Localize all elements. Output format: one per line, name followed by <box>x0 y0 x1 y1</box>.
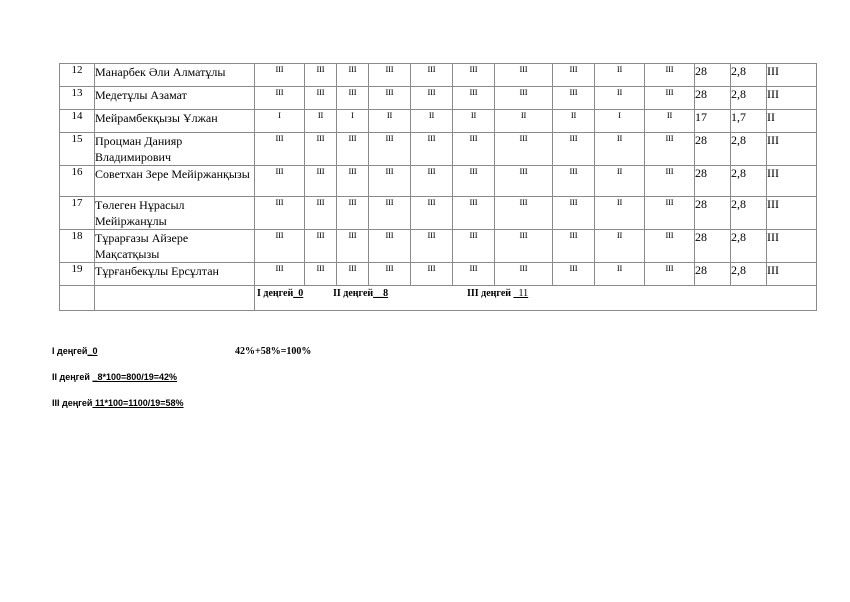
criterion-level: II <box>411 110 453 133</box>
final-level: III <box>767 230 817 263</box>
criterion-level: III <box>369 64 411 87</box>
criterion-level: III <box>337 197 369 230</box>
criterion-level: III <box>369 133 411 166</box>
criterion-level: III <box>553 230 595 263</box>
criterion-level: III <box>495 64 553 87</box>
total-score: 28 <box>695 87 731 110</box>
total-score: 28 <box>695 263 731 286</box>
criterion-level: II <box>595 166 645 197</box>
criterion-level: III <box>645 166 695 197</box>
criterion-level: III <box>553 166 595 197</box>
criterion-level: III <box>305 263 337 286</box>
criterion-level: III <box>553 87 595 110</box>
summary-cell <box>255 286 817 311</box>
criterion-level: II <box>595 87 645 110</box>
row-number: 16 <box>60 166 95 197</box>
criterion-level: III <box>453 166 495 197</box>
criterion-level: III <box>305 230 337 263</box>
criterion-level: III <box>305 197 337 230</box>
criterion-level: II <box>595 133 645 166</box>
criterion-level: II <box>595 197 645 230</box>
results-table <box>59 63 817 311</box>
final-level: III <box>767 197 817 230</box>
criterion-level: III <box>645 133 695 166</box>
summary-level-1: І деңгей_0 <box>257 288 304 299</box>
criterion-level: III <box>453 64 495 87</box>
total-score: 17 <box>695 110 731 133</box>
criterion-level: III <box>305 87 337 110</box>
criterion-level: III <box>645 263 695 286</box>
row-number: 14 <box>60 110 95 133</box>
criterion-level: III <box>255 197 305 230</box>
criterion-level: III <box>305 133 337 166</box>
table-row <box>60 133 817 166</box>
criterion-level: III <box>453 133 495 166</box>
total-score: 28 <box>695 230 731 263</box>
average-score: 2,8 <box>731 166 767 197</box>
criterion-level: III <box>453 87 495 110</box>
criterion-level: III <box>337 166 369 197</box>
summary-level-2: ІІ деңгей__8 <box>333 288 389 299</box>
criterion-level: III <box>337 230 369 263</box>
table-row <box>60 230 817 263</box>
criterion-level: III <box>337 87 369 110</box>
criterion-level: III <box>369 197 411 230</box>
total-score: 28 <box>695 166 731 197</box>
criterion-level: III <box>369 87 411 110</box>
final-level: III <box>767 64 817 87</box>
row-number: 19 <box>60 263 95 286</box>
final-level: III <box>767 263 817 286</box>
criterion-level: III <box>645 197 695 230</box>
criterion-level: III <box>337 133 369 166</box>
row-number: 15 <box>60 133 95 166</box>
note-level-2: II деңгей _8*100=800/19=42% <box>52 372 178 382</box>
criterion-level: III <box>453 230 495 263</box>
final-level: III <box>767 87 817 110</box>
criterion-level: III <box>369 166 411 197</box>
average-score: 2,8 <box>731 263 767 286</box>
criterion-level: III <box>411 64 453 87</box>
row-number: 13 <box>60 87 95 110</box>
criterion-level: III <box>369 230 411 263</box>
table-row <box>60 166 817 197</box>
criterion-level: III <box>369 263 411 286</box>
average-score: 2,8 <box>731 230 767 263</box>
criterion-level: III <box>553 133 595 166</box>
criterion-level: III <box>495 197 553 230</box>
criterion-level: III <box>495 230 553 263</box>
criterion-level: III <box>305 166 337 197</box>
total-score: 28 <box>695 64 731 87</box>
criterion-level: III <box>495 166 553 197</box>
criterion-level: II <box>595 263 645 286</box>
row-number: 12 <box>60 64 95 87</box>
final-level: III <box>767 133 817 166</box>
criterion-level: II <box>453 110 495 133</box>
student-name: Мейрамбекқызы Ұлжан <box>95 110 255 133</box>
average-score: 2,8 <box>731 133 767 166</box>
criterion-level: III <box>553 64 595 87</box>
criterion-level: III <box>495 263 553 286</box>
criterion-level: II <box>305 110 337 133</box>
criterion-level: II <box>595 64 645 87</box>
average-score: 2,8 <box>731 197 767 230</box>
row-number: 17 <box>60 197 95 230</box>
note-level-3: III деңгей 11*100=1100/19=58% <box>52 398 184 408</box>
table-row <box>60 110 817 133</box>
average-score: 2,8 <box>731 64 767 87</box>
criterion-level: II <box>495 110 553 133</box>
criterion-level: III <box>495 87 553 110</box>
criterion-level: III <box>553 263 595 286</box>
criterion-level: III <box>337 64 369 87</box>
criterion-level: III <box>305 64 337 87</box>
final-level: III <box>767 166 817 197</box>
student-name: Медетұлы Азамат <box>95 87 255 110</box>
total-score: 28 <box>695 197 731 230</box>
criterion-level: II <box>595 230 645 263</box>
percent-sum: 42%+58%=100% <box>235 346 312 357</box>
criterion-level: III <box>553 197 595 230</box>
student-name: Төлеген Нұрасыл Мейіржанұлы <box>95 197 255 230</box>
table-row <box>60 87 817 110</box>
total-score: 28 <box>695 133 731 166</box>
final-level: II <box>767 110 817 133</box>
criterion-level: II <box>645 110 695 133</box>
criterion-level: I <box>595 110 645 133</box>
criterion-level: III <box>645 64 695 87</box>
student-name: Манарбек Әли Алматұлы <box>95 64 255 87</box>
criterion-level: III <box>255 230 305 263</box>
average-score: 1,7 <box>731 110 767 133</box>
note-level-1: I деңгей_0 <box>52 346 98 356</box>
criterion-level: III <box>645 230 695 263</box>
student-name: Тұрғанбекұлы Ерсұлтан <box>95 263 255 286</box>
criterion-level: III <box>453 197 495 230</box>
summary-level-3: ІІІ деңгей _11 <box>467 288 529 299</box>
row-number: 18 <box>60 230 95 263</box>
student-name: Советхан Зере Мейіржанқызы <box>95 166 255 197</box>
criterion-level: III <box>411 133 453 166</box>
student-name: Процман Данияр Владимирович <box>95 133 255 166</box>
criterion-level: III <box>645 87 695 110</box>
criterion-level: I <box>255 110 305 133</box>
criterion-level: III <box>411 197 453 230</box>
criterion-level: I <box>337 110 369 133</box>
criterion-level: III <box>453 263 495 286</box>
criterion-level: II <box>369 110 411 133</box>
criterion-level: III <box>411 166 453 197</box>
summary-row <box>60 286 817 311</box>
criterion-level: III <box>411 263 453 286</box>
student-name: Тұрарғазы Айзере Мақсатқызы <box>95 230 255 263</box>
criterion-level: III <box>411 230 453 263</box>
criterion-level: III <box>255 263 305 286</box>
table-row <box>60 197 817 230</box>
table-row <box>60 64 817 87</box>
criterion-level: II <box>553 110 595 133</box>
average-score: 2,8 <box>731 87 767 110</box>
criterion-level: III <box>337 263 369 286</box>
criterion-level: III <box>411 87 453 110</box>
criterion-level: III <box>255 64 305 87</box>
criterion-level: III <box>255 133 305 166</box>
table-row <box>60 263 817 286</box>
criterion-level: III <box>495 133 553 166</box>
criterion-level: III <box>255 87 305 110</box>
criterion-level: III <box>255 166 305 197</box>
